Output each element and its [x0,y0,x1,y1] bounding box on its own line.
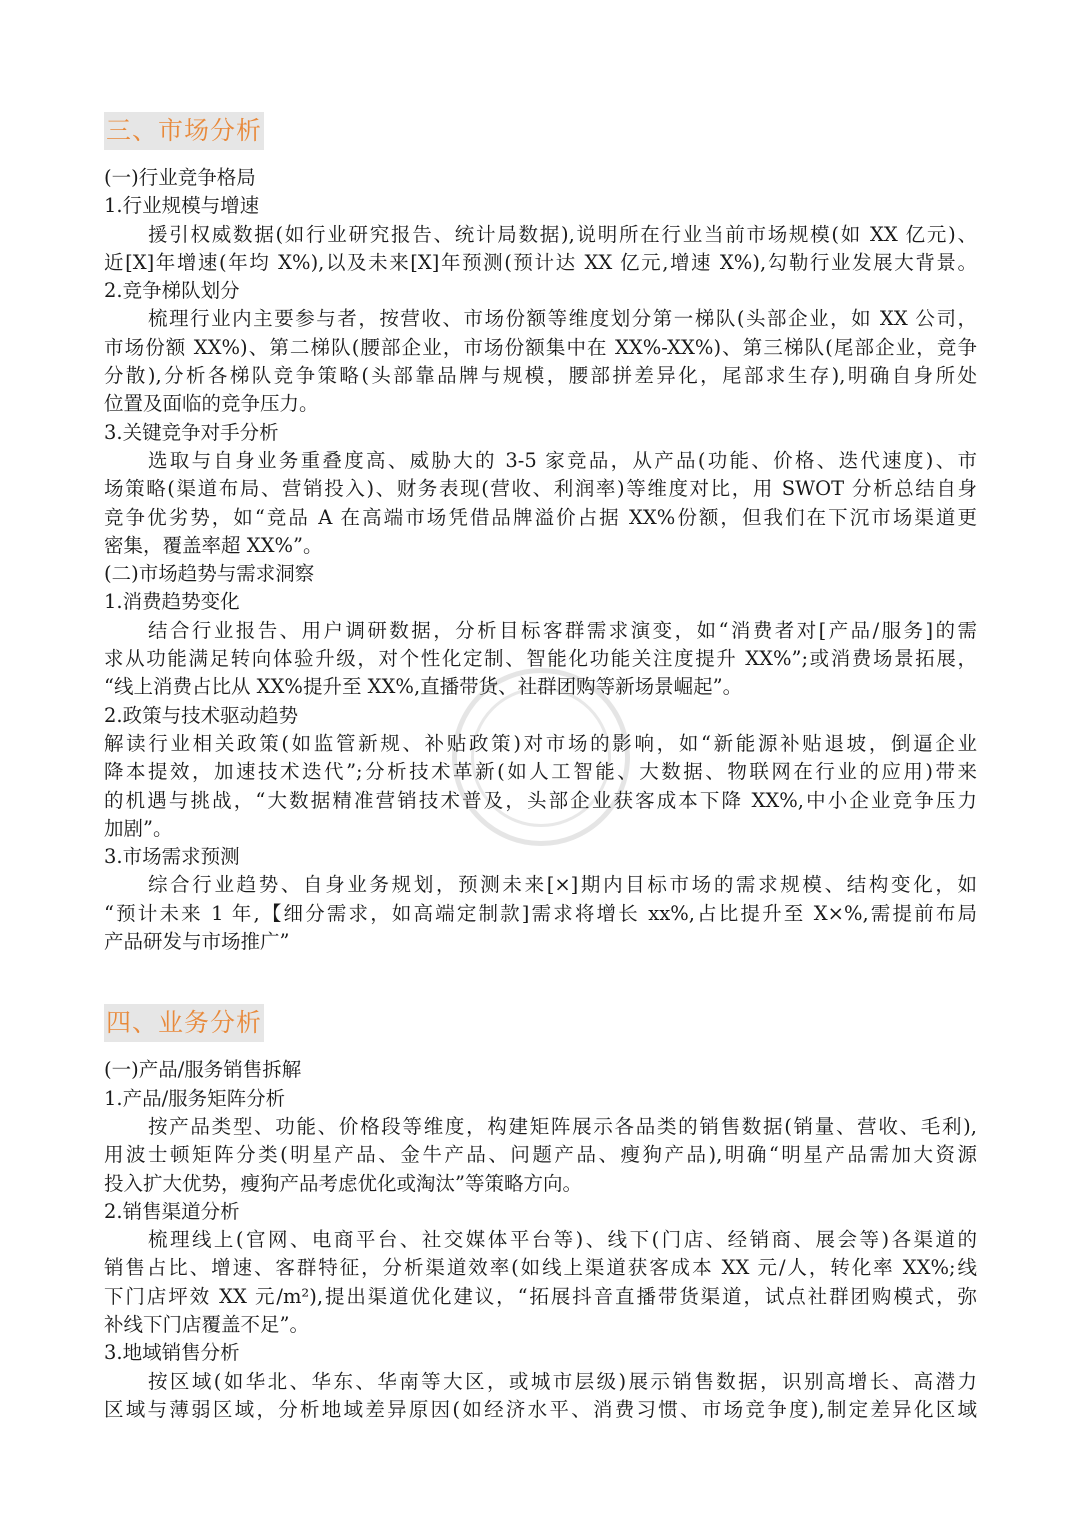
text-line: 加剧”。 [104,816,173,840]
text-line: 综合行业趋势、自身业务规划，预测未来[×]期内目标市场的需求规模、结构变化，如 [148,873,977,897]
document-page [104,112,977,1424]
text-line: 位置及面临的竞争压力。 [104,392,319,416]
section-heading: 四、业务分析 [104,1004,264,1042]
text-line: 的机遇与挑战，“大数据精准营销技术普及，头部企业获客成本下降 XX%,中小企业竞争压力 [104,788,977,812]
text-line: 求从功能满足转向体验升级，对个性化定制、智能化功能关注度提升 XX%”;或消费场景拓展， [104,647,977,671]
text-line: 解读行业相关政策(如监管新规、补贴政策)对市场的影响，如“新能源补贴退坡，倒逼企业 [104,731,977,755]
text-line: (二)市场趋势与需求洞察 [104,562,315,586]
section-heading: 三、市场分析 [104,112,264,150]
text-line: (一)行业竞争格局 [104,166,256,189]
text-line: 产品研发与市场推广” [104,930,290,954]
text-line: 按产品类型、功能、价格段等维度，构建矩阵展示各品类的销售数据(销量、营收、毛利), [148,1114,977,1138]
text-line: 竞争优劣势，如“竞品 A 在高端市场凭借品牌溢价占据 XX%份额，但我们在下沉市场渠道更 [104,505,977,529]
text-line: 销售占比、增速、客群特征，分析渠道效率(如线上渠道获客成本 XX 元/人，转化率 XX%;线 [104,1256,977,1280]
text-line: 结合行业报告、用户调研数据，分析目标客群需求演变，如“消费者对[产品/服务]的需 [148,618,977,642]
text-line: 按区域(如华北、华东、华南等大区，或城市层级)展示销售数据，识别高增长、高潜力 [148,1369,977,1393]
text-line: 3.关键竞争对手分析 [104,420,279,444]
text-line: 梳理线上(官网、电商平台、社交媒体平台等)、线下(门店、经销商、展会等)各渠道的 [148,1228,977,1252]
text-line: 用波士顿矩阵分类(明星产品、金牛产品、问题产品、瘦狗产品),明确“明星产品需加大资源 [104,1143,977,1167]
text-line: 援引权威数据(如行业研究报告、统计局数据),说明所在行业当前市场规模(如 XX 亿元)、 [148,222,977,246]
text-line: 下门店坪效 XX 元/m²),提出渠道优化建议，“拓展抖音直播带货渠道，试点社群团购模式，弥 [104,1284,977,1308]
text-line: 近[X]年增速(年均 X%),以及未来[X]年预测(预计达 XX 亿元,增速 X%),勾勒行业发展大背景。 [104,250,977,274]
text-line: 投入扩大优势，瘦狗产品考虑优化或淘汰”等策略方向。 [104,1171,582,1195]
text-line: “预计未来 1 年,【细分需求，如高端定制款]需求将增长 xx%,占比提升至 X×%,需提前布局 [104,901,977,925]
text-line: 1.产品/服务矩阵分析 [104,1086,286,1110]
text-line: 3.市场需求预测 [104,845,240,869]
text-line: 选取与自身业务重叠度高、威胁大的 3-5 家竞品，从产品(功能、价格、迭代速度)、市 [148,448,977,472]
text-line: 降本提效，加速技术迭代”;分析技术革新(如人工智能、大数据、物联网在行业的应用)带来 [104,760,977,784]
text-line: 区域与薄弱区域，分析地域差异原因(如经济水平、消费习惯、市场竞争度),制定差异化区域 [104,1397,977,1421]
text-line: 1.消费趋势变化 [104,590,240,614]
text-line: 1.行业规模与增速 [104,194,260,218]
text-line: 市场份额 XX%)、第二梯队(腰部企业，市场份额集中在 XX%-XX%)、第三梯队(尾部企业，竞争 [104,335,977,359]
text-line: 场策略(渠道布局、营销投入)、财务表现(营收、利润率)等维度对比，用 SWOT 分析总结自身 [104,477,977,501]
text-line: 梳理行业内主要参与者，按营收、市场份额等维度划分第一梯队(头部企业，如 XX 公司， [148,307,977,331]
text-line: 2.政策与技术驱动趋势 [104,703,299,727]
text-line: 2.竞争梯队划分 [104,279,240,303]
text-line: “线上消费占比从 XX%提升至 XX%,直播带货、社群团购等新场景崛起”。 [104,675,743,699]
text-line: (一)产品/服务销售拆解 [104,1058,302,1082]
text-line: 分散),分析各梯队竞争策略(头部靠品牌与规模，腰部拼差异化，尾部求生存),明确自身所处 [104,364,977,388]
text-line: 密集，覆盖率超 XX%”。 [104,533,323,557]
text-line: 2.销售渠道分析 [104,1199,240,1223]
text-line: 3.地域销售分析 [104,1341,240,1365]
text-line: 补线下门店覆盖不足”。 [104,1312,309,1336]
